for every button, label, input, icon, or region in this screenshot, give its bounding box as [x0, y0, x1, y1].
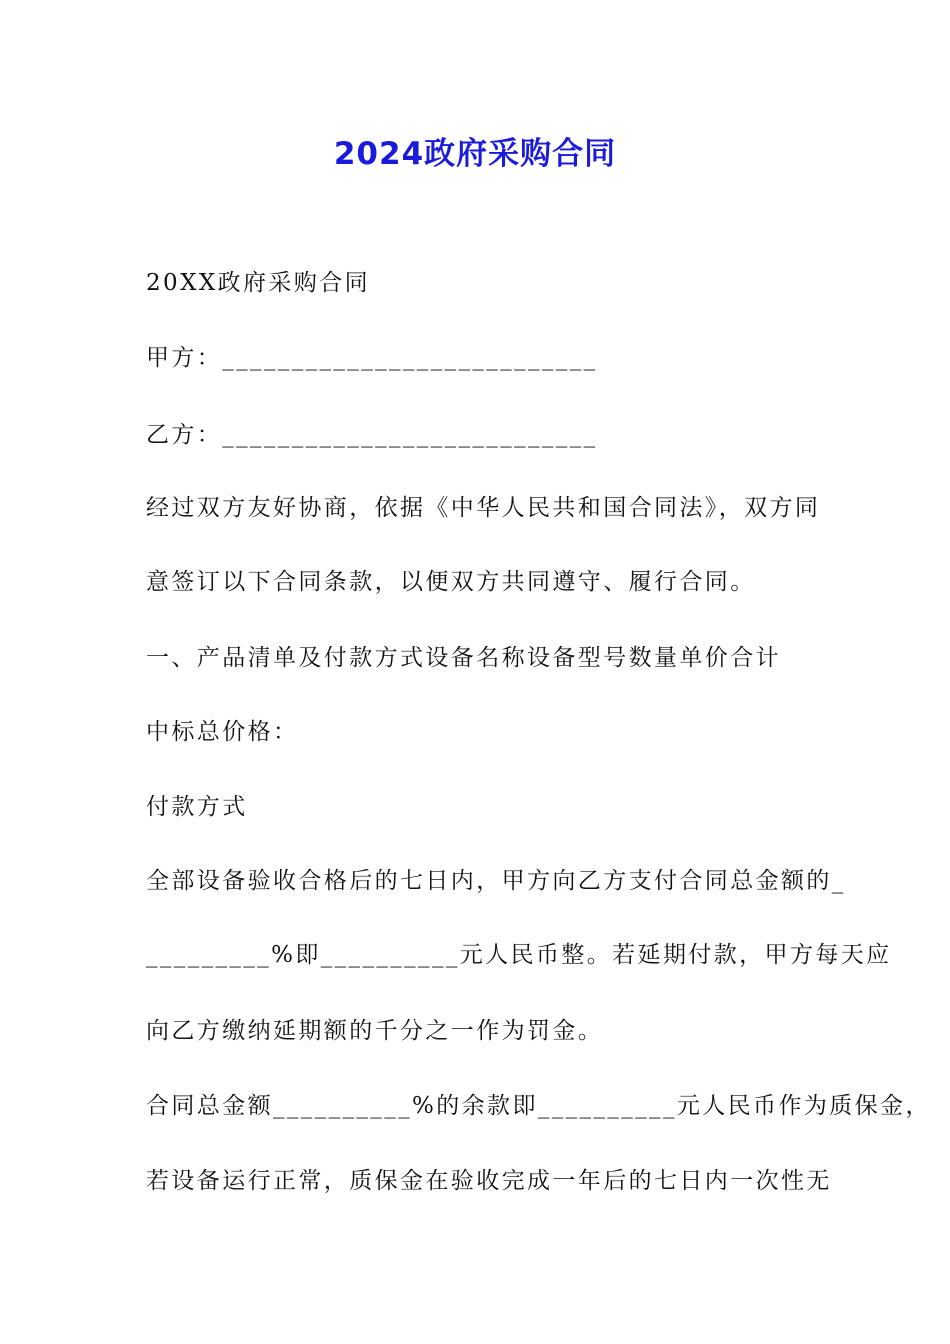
- body-text-line: 中标总价格：: [146, 719, 299, 745]
- subtitle-line: 20XX政府采购合同: [146, 270, 371, 296]
- body-text-line: 经过双方友好协商，依据《中华人民共和国合同法》，双方同: [146, 495, 821, 521]
- document-title: 2024政府采购合同: [333, 136, 617, 172]
- body-text-line: 意签订以下合同条款，以便双方共同遵守、履行合同。: [146, 569, 756, 595]
- body-text-line: 全部设备验收合格后的七日内，甲方向乙方支付合同总金额的_: [146, 868, 846, 894]
- party-a-line: 甲方：___________________________: [146, 345, 598, 371]
- body-text-line: 向乙方缴纳延期额的千分之一作为罚金。: [146, 1018, 604, 1044]
- body-text-line: 若设备运行正常，质保金在验收完成一年后的七日内一次性无: [146, 1168, 832, 1194]
- party-b-line: 乙方：___________________________: [146, 422, 598, 448]
- body-text-line: 付款方式: [146, 794, 248, 820]
- body-text-line: _________%即__________元人民币整。若延期付款，甲方每天应: [146, 942, 892, 968]
- body-text-line: 合同总金额__________%的余款即__________元人民币作为质保金，: [146, 1093, 931, 1119]
- section-heading: 一、产品清单及付款方式设备名称设备型号数量单价合计: [146, 645, 781, 671]
